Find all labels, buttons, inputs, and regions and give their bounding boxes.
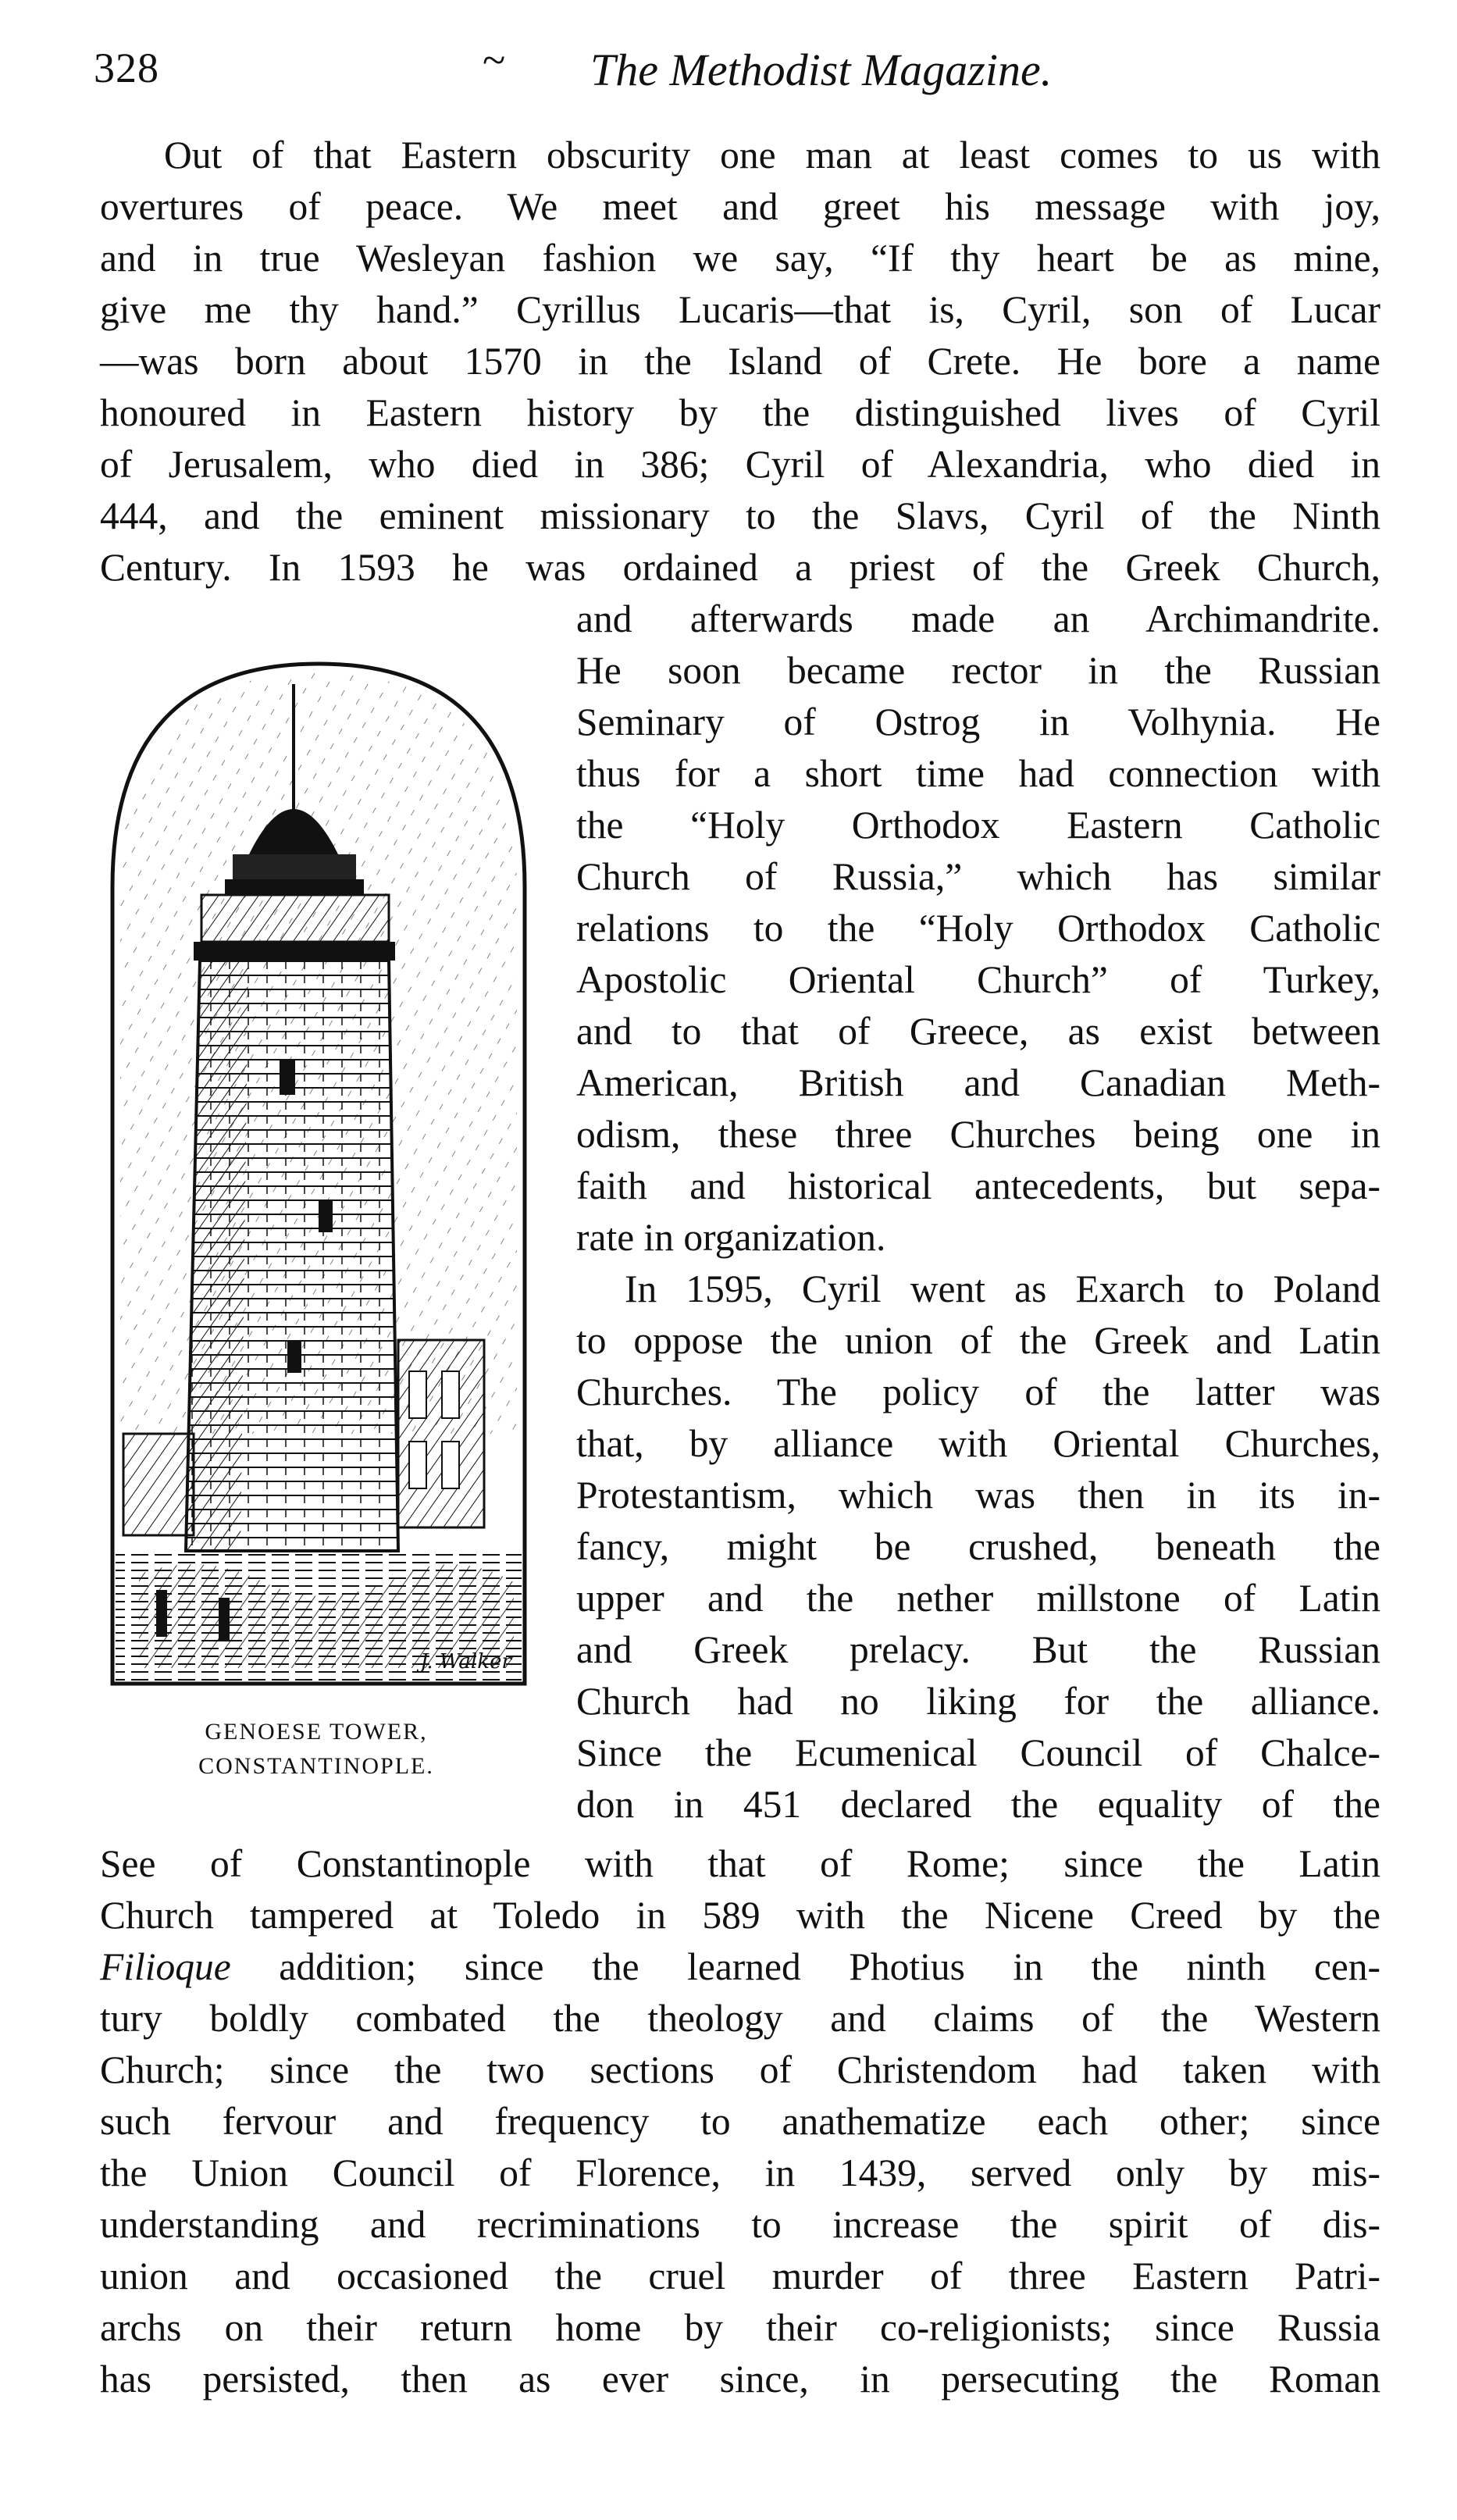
- text-line: tury boldly combated the theology and claims of the Western: [100, 1997, 1380, 2040]
- engraver-signature: J. Walker: [420, 1650, 511, 1673]
- text-line: American, British and Canadian Meth-: [576, 1061, 1380, 1104]
- text-line: Church; since the two sections of Christendom had taken with: [100, 2048, 1380, 2091]
- figure-caption: [87, 1715, 545, 1784]
- text-line: and in true Wesleyan fashion we say, “If thy heart be as mine,: [100, 237, 1380, 280]
- text-line: In 1595, Cyril went as Exarch to Poland: [625, 1267, 1380, 1310]
- text-line: upper and the nether millstone of Latin: [576, 1577, 1380, 1620]
- text-line: the “Holy Orthodox Eastern Catholic: [576, 804, 1380, 847]
- text-line: Protestantism, which was then in its in-: [576, 1474, 1380, 1517]
- text-line: Century. In 1593 he was ordained a priest of the Greek Church,: [100, 546, 1380, 589]
- text-line: Out of that Eastern obscurity one man at least comes to us with: [164, 134, 1380, 176]
- running-head-mark: ~: [483, 37, 506, 84]
- page-number: 328: [94, 45, 159, 91]
- magazine-title: The Methodist Magazine.: [590, 45, 1053, 95]
- text-line: and Greek prelacy. But the Russian: [576, 1628, 1380, 1671]
- text-line: fancy, might be crushed, beneath the: [576, 1525, 1380, 1568]
- italic-term: Filioque: [100, 1945, 231, 1988]
- text-line: and afterwards made an Archimandrite.: [576, 597, 1380, 640]
- text-line: honoured in Eastern history by the distinguished lives of Cyril: [100, 391, 1380, 434]
- text-line: Church tampered at Toledo in 589 with the Nicene Creed by the: [100, 1894, 1380, 1937]
- text-line: and to that of Greece, as exist between: [576, 1010, 1380, 1053]
- text-line: of Jerusalem, who died in 386; Cyril of Alexandria, who died in: [100, 443, 1380, 486]
- text-line: Apostolic Oriental Church” of Turkey,: [576, 958, 1380, 1001]
- text-line: Churches. The policy of the latter was: [576, 1370, 1380, 1413]
- text-line: Church of Russia,” which has similar: [576, 855, 1380, 898]
- text-line: understanding and recriminations to increase the spirit of dis-: [100, 2203, 1380, 2246]
- text-line: —was born about 1570 in the Island of Crete. He bore a name: [100, 340, 1380, 383]
- caption-line: GENOESE TOWER,: [205, 1719, 428, 1745]
- text-line: archs on their return home by their co-religionists; since Russia: [100, 2306, 1380, 2349]
- text-line: relations to the “Holy Orthodox Catholic: [576, 907, 1380, 950]
- text-line: See of Constantinople with that of Rome; since the Latin: [100, 1842, 1380, 1885]
- text-line: Since the Ecumenical Council of Chalce-: [576, 1731, 1380, 1774]
- text-line: that, by alliance with Oriental Churches,: [576, 1422, 1380, 1465]
- text-line: 444, and the eminent missionary to the Slavs, Cyril of the Ninth: [100, 494, 1380, 537]
- text-line: don in 451 declared the equality of the: [576, 1783, 1380, 1826]
- text-line: rate in organization.: [576, 1216, 886, 1259]
- text-line: has persisted, then as ever since, in persecuting the Roman: [100, 2358, 1380, 2401]
- text-line: Church had no liking for the alliance.: [576, 1680, 1380, 1723]
- text-line: such fervour and frequency to anathematize each other; since: [100, 2100, 1380, 2143]
- text-line: to oppose the union of the Greek and Latin: [576, 1319, 1380, 1362]
- right-column-text: [576, 593, 1380, 1830]
- text-line: Filioque addition; since the learned Photius in the ninth cen-: [100, 1945, 1380, 1988]
- text-line: overtures of peace. We meet and greet his message with joy,: [100, 185, 1380, 228]
- text-line: give me thy hand.” Cyrillus Lucaris—that is, Cyril, son of Lucar: [100, 288, 1380, 331]
- text-line: thus for a short time had connection with: [576, 752, 1380, 795]
- closing-paragraph: [100, 1838, 1380, 2405]
- text-line: He soon became rector in the Russian: [576, 649, 1380, 692]
- caption-line: CONSTANTINOPLE.: [198, 1753, 434, 1779]
- text-line: odism, these three Churches being one in: [576, 1113, 1380, 1156]
- text-line: faith and historical antecedents, but sepa-: [576, 1164, 1380, 1207]
- text-line: union and occasioned the cruel murder of three Eastern Patri-: [100, 2254, 1380, 2297]
- genoese-tower-engraving: [108, 653, 529, 1703]
- running-head: [94, 33, 1374, 95]
- opening-paragraph: [100, 130, 1380, 593]
- text-line: Seminary of Ostrog in Volhynia. He: [576, 700, 1380, 743]
- text-line: the Union Council of Florence, in 1439, served only by mis-: [100, 2151, 1380, 2194]
